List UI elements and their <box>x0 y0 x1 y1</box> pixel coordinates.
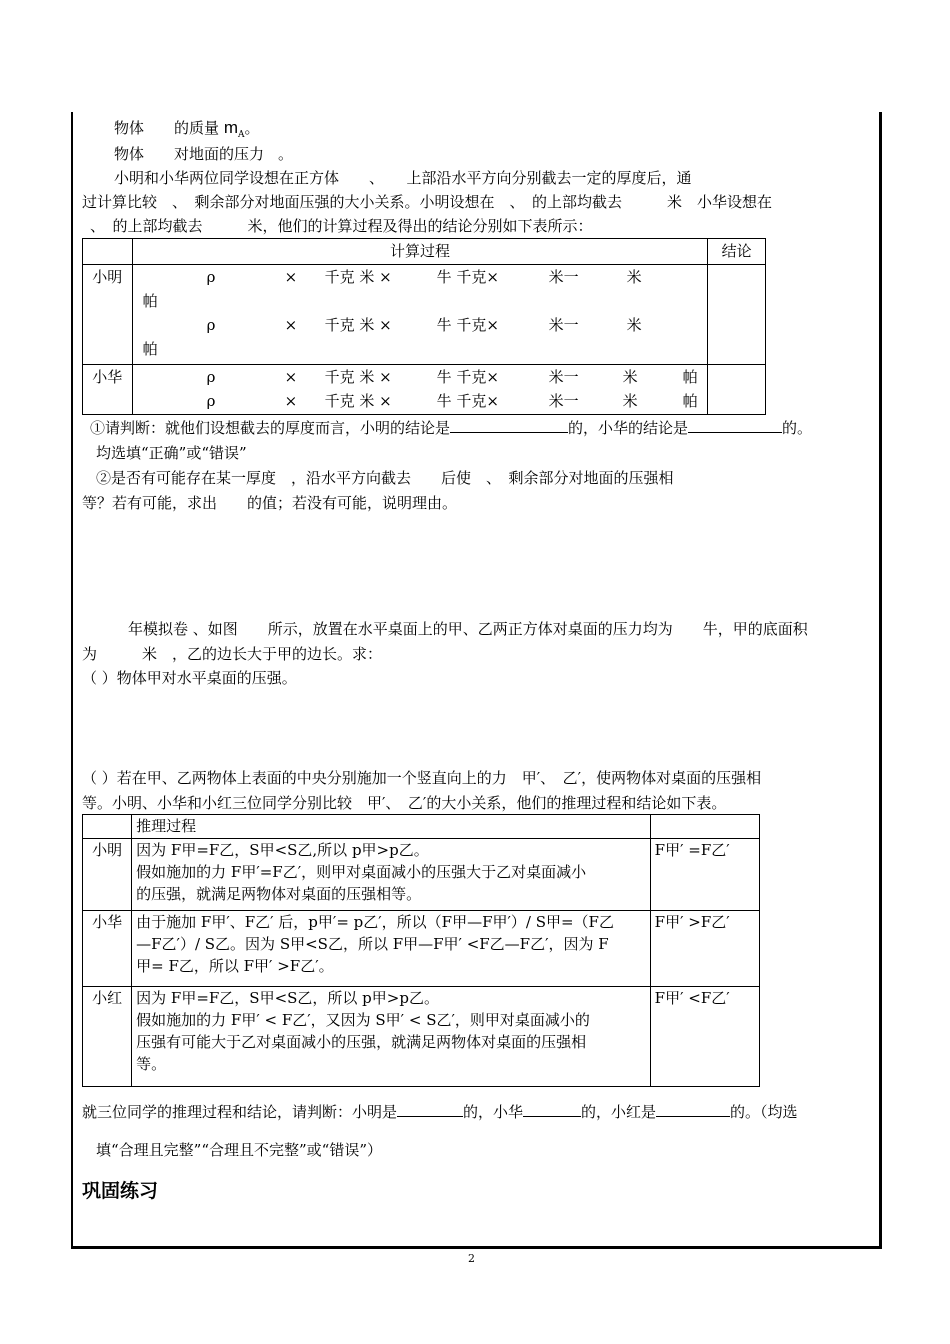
text-line: ②是否有可能存在某一厚度 ，沿水平方向截去 后使 、 剩余部分对地面的压强相 <box>96 469 674 487</box>
calc-process: ρ × 千克 米 × 牛 千克× 米一 米 帕 ρ × 千克 米 × 牛 千克× 米一 米 帕 <box>132 265 708 365</box>
text-line: ①请判断：就他们设想截去的厚度而言，小明的结论是 的，小华的结论是 的。 <box>90 419 813 437</box>
section-heading: 巩固练习 <box>82 1180 159 1202</box>
answer-blank[interactable] <box>450 432 568 433</box>
text-line: 物体 对地面的压力 。 <box>114 145 294 163</box>
header-conclusion <box>650 815 759 839</box>
conclusion-cell: F甲′ >F乙′ <box>650 911 759 987</box>
text-line: 就三位同学的推理过程和结论，请判断：小明是 的，小华 的，小红是 的。（均选 <box>82 1103 798 1121</box>
header-process: 计算过程 <box>132 239 708 265</box>
answer-blank[interactable] <box>688 432 782 433</box>
text-line: 、 的上部均截去 米，他们的计算过程及得出的结论分别如下表所示： <box>90 217 593 235</box>
conclusion-cell <box>708 365 766 415</box>
text-line: 年模拟卷 、如图 所示，放置在水平桌面上的甲、乙两正方体对桌面的压力均为 牛，甲的底面积 <box>128 620 808 638</box>
calc-table <box>82 238 766 415</box>
text-line: 等。小明、小华和小红三位同学分别比较 甲′、 乙′的大小关系，他们的推理过程和结论如下表。 <box>82 794 727 812</box>
table-corner <box>83 239 133 265</box>
answer-blank[interactable] <box>523 1116 581 1117</box>
text-line: 物体 的质量 $m_A$。 <box>114 118 260 140</box>
row-name: 小红 <box>83 987 132 1087</box>
reasoning-process: 因为 F甲=F乙，S甲<S乙,所以 p甲>p乙。 假如施加的力 F甲′=F乙′，则甲对桌面减小的压强大于乙对桌面减小 的压强，就满足两物体对桌面的压强相等。 <box>132 839 651 911</box>
answer-blank[interactable] <box>397 1116 463 1117</box>
text-line: （ ）物体甲对水平桌面的压强。 <box>82 669 297 687</box>
text-line: 填“合理且完整”“合理且不完整”或“错误”） <box>96 1141 383 1159</box>
text-line: 过计算比较 、 剩余部分对地面压强的大小关系。小明设想在 、 的上部均截去 米 小华设想在 <box>82 193 773 211</box>
row-name: 小华 <box>83 365 133 415</box>
reasoning-process: 由于施加 F甲′、F乙′ 后，p甲′= p乙′，所以（F甲—F甲′）/ S甲=（F乙 —F乙′）/ S乙。因为 S甲<S乙，所以 F甲—F甲′ <F乙—F乙′，因为 F 甲= F乙，所以 F甲′ >F乙′。 <box>132 911 651 987</box>
conclusion-cell: F甲′ <F乙′ <box>650 987 759 1087</box>
reasoning-process: 因为 F甲=F乙，S甲<S乙，所以 p甲>p乙。 假如施加的力 F甲′ < F乙′，又因为 S甲′ < S乙′，则甲对桌面减小的 压强有可能大于乙对桌面减小的压强，就满足两物体对桌面的压强相 等。 <box>132 987 651 1087</box>
row-name: 小明 <box>83 265 133 365</box>
page-number: 2 <box>468 1252 475 1265</box>
text-line: 均选填“正确”或“错误” <box>96 444 247 462</box>
row-name: 小明 <box>83 839 132 911</box>
text-line: 小明和小华两位同学设想在正方体 、 上部沿水平方向分别截去一定的厚度后，通 <box>114 169 692 187</box>
text-line: 为 米 ，乙的边长大于甲的边长。求： <box>82 645 383 663</box>
conclusion-cell: F甲′ =F乙′ <box>650 839 759 911</box>
conclusion-cell <box>708 265 766 365</box>
reasoning-table <box>82 814 760 1087</box>
text-line: 等？若有可能，求出 的值；若没有可能，说明理由。 <box>82 494 458 512</box>
row-name: 小华 <box>83 911 132 987</box>
table-corner <box>83 815 132 839</box>
header-process: 推理过程 <box>132 815 651 839</box>
calc-process: ρ × 千克 米 × 牛 千克× 米一 米 帕 ρ × 千克 米 × 牛 千克× 米一 米 帕 <box>132 365 708 415</box>
header-conclusion: 结论 <box>708 239 766 265</box>
answer-blank[interactable] <box>656 1116 730 1117</box>
text-line: （ ）若在甲、乙两物体上表面的中央分别施加一个竖直向上的力 甲′、 乙′，使两物体对桌面的压强相 <box>82 769 762 787</box>
